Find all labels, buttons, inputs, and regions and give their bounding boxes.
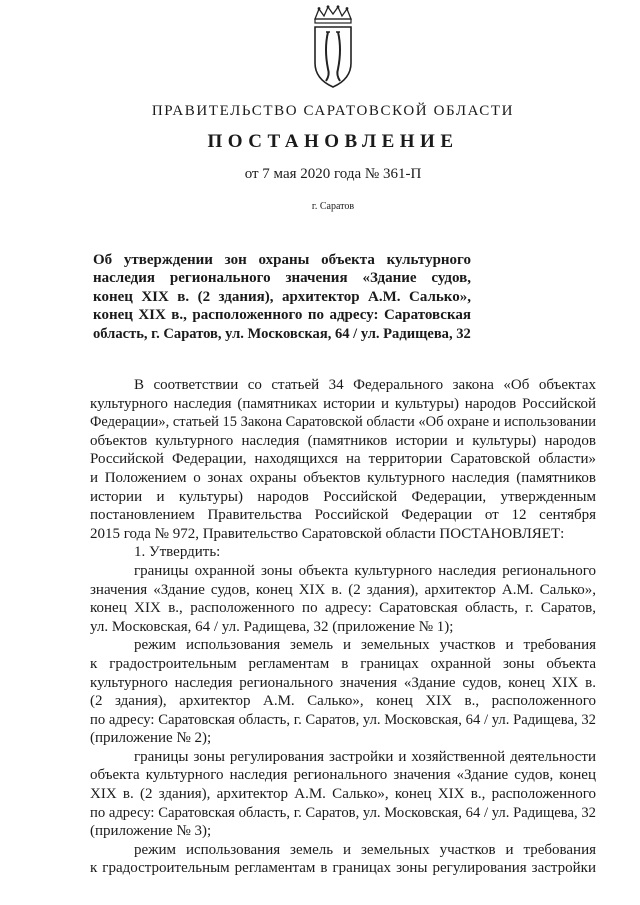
body-line: постановлением Правительства Российской Федерации от 12 сентября <box>90 507 596 524</box>
body-line: XIX в. (2 здания), архитектор А.М. Салько», конец XIX в., расположенного <box>90 786 596 803</box>
body-line: границы зоны регулирования застройки и хозяйственной деятельности <box>134 748 596 765</box>
subject-line: наследия регионального значения «Здание судов, <box>93 270 471 287</box>
subject-line: конец XIX в., расположенного по адресу: Саратовская <box>93 307 471 324</box>
body-line: по адресу: Саратовская область, г. Саратов, ул. Московская, 64 / ул. Радищева, 32 <box>90 711 596 728</box>
subject-line: конец XIX в. (2 здания), архитектор А.М. Салько», <box>93 288 471 305</box>
city-name: г. Саратов <box>311 201 355 212</box>
body-line: Российской Федерации, находящихся на территории Саратовской области» <box>90 451 596 468</box>
body-line: границы охранной зоны объекта культурного наследия регионального <box>134 562 596 579</box>
saratov-coat-of-arms-emblem <box>311 5 355 89</box>
body-line: Федерации», статьей 15 Закона Саратовской области «Об охране и использовании <box>90 414 596 431</box>
subject-line: область, г. Саратов, ул. Московская, 64 / ул. Радищева, 32 <box>93 325 471 342</box>
body-line: 1. Утвердить: <box>134 544 221 561</box>
body-line: значения «Здание судов, конец XIX в. (2 здания), архитектор А.М. Салько», <box>90 581 596 598</box>
body-line: объекта культурного наследия регионального значения «Здание судов, конец <box>90 767 596 784</box>
body-line: В соответствии со статьей 34 Федерального закона «Об объектах <box>134 377 596 393</box>
body-line: режим использования земель и земельных участков и требования <box>134 637 596 654</box>
body-line: (приложение № 3); <box>90 823 212 840</box>
body-line: к градостроительным регламентам в границах охранной зоны объекта <box>90 655 596 672</box>
body-line: (2 здания), архитектор А.М. Салько», конец XIX в., расположенного <box>90 693 596 710</box>
body-line: 2015 года № 972, Правительство Саратовской области ПОСТАНОВЛЯЕТ: <box>90 525 565 542</box>
body-line: к градостроительным регламентам в границах зоны регулирования застройки <box>90 860 596 877</box>
government-name: ПРАВИТЕЛЬСТВО САРАТОВСКОЙ ОБЛАСТИ <box>151 103 515 119</box>
body-line: ул. Московская, 64 / ул. Радищева, 32 (приложение № 1); <box>90 618 454 635</box>
body-line: конец XIX в., расположенного по адресу: Саратовская область, г. Саратов, <box>90 600 596 617</box>
body-line: режим использования земель и земельных участков и требования <box>134 841 596 858</box>
subject-line: Об утверждении зон охраны объекта культурного <box>93 252 471 268</box>
date-and-number: от 7 мая 2020 года № 361-П <box>244 166 422 182</box>
body-line: и Положением о зонах охраны объектов культурного наследия (памятников <box>90 469 596 486</box>
document-subject <box>93 251 471 343</box>
document-type-title: ПОСТАНОВЛЕНИЕ <box>207 131 459 152</box>
body-line: культурного наследия регионального значения «Здание судов, конец XIX в. <box>90 674 596 691</box>
body-line: по адресу: Саратовская область, г. Саратов, ул. Московская, 64 / ул. Радищева, 32 <box>90 804 596 821</box>
document-body <box>90 376 596 878</box>
body-line: (приложение № 2); <box>90 730 212 747</box>
body-line: культурного наследия (памятниках истории и культуры) народов Российской <box>90 395 596 412</box>
body-line: истории и культуры) народов Российской Федерации, утвержденным <box>90 488 596 505</box>
body-line: объектов культурного наследия (памятников истории и культуры) народов <box>90 432 596 449</box>
